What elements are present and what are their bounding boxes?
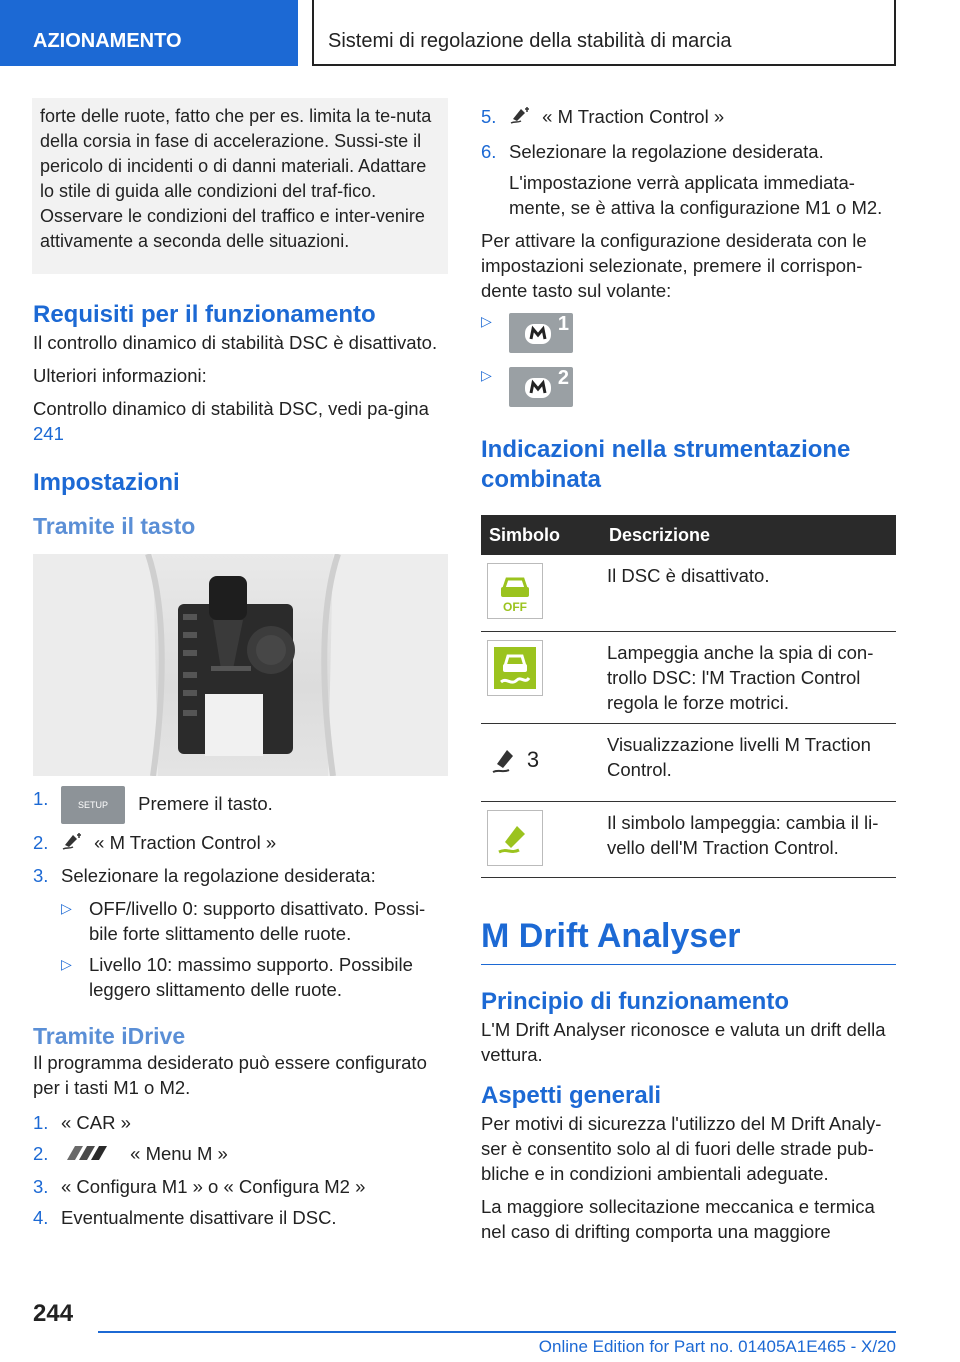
- m1-key-icon: [509, 313, 573, 353]
- m2-key-row: [481, 367, 896, 407]
- row-description: Il simbolo lampeggia: cambia il li-vello dell'M Traction Control.: [601, 801, 896, 877]
- traction-control-icon: [61, 831, 83, 857]
- triangle-bullet-icon: ▷: [61, 900, 72, 917]
- traction-level-icon: [487, 732, 543, 788]
- traction-blink-icon: [487, 810, 543, 866]
- traction-control-icon: [509, 105, 531, 131]
- general-heading: Aspetti generali: [481, 1081, 662, 1109]
- principle-text: L'M Drift Analyser riconosce e valuta un drift della vettura.: [481, 1018, 886, 1065]
- left-column: [33, 98, 448, 1230]
- step-number: 5.: [481, 106, 497, 127]
- sub-option: [33, 896, 448, 946]
- list-item: [481, 104, 896, 131]
- row-description: Il DSC è disattivato.: [601, 555, 896, 631]
- list-item: [33, 1141, 448, 1168]
- sub-option-text: Livello 10: massimo supporto. Possibile leggero slittamento delle ruote.: [89, 954, 413, 1001]
- step-number: 1.: [33, 1112, 49, 1134]
- svg-text:OFF: OFF: [503, 600, 527, 615]
- m-key-number: 2: [557, 367, 569, 390]
- dsc-reference: [33, 396, 448, 446]
- step-text: Selezionare la regolazione desiderata:: [61, 865, 376, 887]
- console-photo: [33, 554, 448, 776]
- right-column: [481, 104, 896, 1244]
- list-item: [33, 786, 448, 824]
- dsc-icon: [487, 640, 543, 696]
- m1-key-row: [481, 313, 896, 353]
- principle-heading: Principio di funzionamento: [481, 987, 789, 1015]
- step-number: 2.: [33, 1143, 49, 1165]
- m-key-number: 1: [557, 313, 569, 336]
- step-number: 3.: [33, 1175, 49, 1197]
- more-info-label: Ulteriori informazioni:: [33, 365, 207, 386]
- via-idrive-heading: Tramite iDrive: [33, 1023, 186, 1050]
- col-symbol-header: Simbolo: [481, 515, 601, 555]
- table-row: [481, 801, 896, 877]
- page-title: Sistemi di regolazione della stabilità di marcia: [312, 0, 896, 66]
- list-item: [33, 1205, 448, 1230]
- step-number: 3.: [33, 865, 49, 887]
- list-item: [33, 1110, 448, 1135]
- step-text: Eventualmente disattivare il DSC.: [61, 1206, 337, 1228]
- row-description: Visualizzazione livelli M Traction Control.: [601, 723, 896, 801]
- dsc-off-icon: [487, 563, 543, 619]
- step-text: « M Traction Control »: [542, 106, 725, 127]
- setup-key-icon: SETUP: [61, 786, 125, 824]
- step-text: « M Traction Control »: [94, 832, 277, 853]
- list-item: [33, 1174, 448, 1199]
- symbol-table: [481, 515, 896, 878]
- level-number: 3: [526, 747, 540, 773]
- row-description: Lampeggia anche la spia di con-trollo DSC: l'M Traction Control regola le forze motrici.: [601, 631, 896, 723]
- step-number: 1.: [33, 788, 49, 809]
- edition-text: Online Edition for Part no. 01405A1E465 - X/20: [538, 1337, 896, 1356]
- list-item: [33, 830, 448, 857]
- triangle-bullet-icon: ▷: [481, 313, 492, 330]
- step-text: Selezionare la regolazione desiderata.: [509, 141, 824, 163]
- sub-option: [33, 952, 448, 1002]
- general-text-1: Per motivi di sicurezza l'utilizzo del M Drift Analy-ser è consentito solo al di fuori delle strade pub-bliche e in condizioni ambientali adeguate.: [481, 1112, 882, 1184]
- step-text: « Configura M1 » o « Configura M2 »: [61, 1175, 366, 1197]
- activate-text: Per attivare la configurazione desiderata con le impostazioni selezionate, premere il corrispon-dente tasto sul volante:: [481, 230, 867, 302]
- general-text-2: La maggiore sollecitazione meccanica e termica nel caso di drifting comporta una maggiore: [481, 1195, 875, 1242]
- step-number: 6.: [481, 141, 497, 163]
- list-item: [481, 139, 896, 164]
- triangle-bullet-icon: ▷: [61, 956, 72, 973]
- table-row: [481, 555, 896, 631]
- requirements-text: Il controllo dinamico di stabilità DSC è disattivato.: [33, 332, 438, 353]
- console-illustration: [33, 554, 448, 776]
- step-text: « CAR »: [61, 1112, 131, 1134]
- requirements-heading: Requisiti per il funzionamento: [33, 301, 376, 328]
- step-text: Premere il tasto.: [138, 792, 273, 814]
- dsc-reference-text: Controllo dinamico di stabilità DSC, vedi pa-gina: [33, 398, 429, 419]
- via-button-heading: Tramite il tasto: [33, 513, 196, 539]
- settings-heading: Impostazioni: [33, 469, 180, 496]
- sub-option-text: OFF/livello 0: supporto disattivato. Possi-bile forte slittamento delle ruote.: [89, 898, 426, 945]
- step-number: 2.: [33, 832, 49, 853]
- m2-key-icon: [509, 367, 573, 407]
- list-item: [33, 863, 448, 888]
- m-stripes-icon: [61, 1143, 117, 1168]
- table-row: [481, 723, 896, 801]
- triangle-bullet-icon: ▷: [481, 367, 492, 384]
- warning-note: forte delle ruote, fatto che per es. limita la te-nuta della corsia in fase di accelerazione. Sussi-ste il pericolo di incidenti o di danni materiali. Adattare lo stile di guida alle condizioni del traf-fico. Osservare le condizioni del traffico e inter-venire attivamente a seconda delle situazioni.: [32, 98, 448, 274]
- step-text: « Menu M »: [130, 1143, 228, 1165]
- idrive-text: Il programma desiderato può essere configurato per i tasti M1 o M2.: [33, 1052, 427, 1099]
- drift-heading: M Drift Analyser: [481, 916, 896, 965]
- display-heading: Indicazioni nella strumentazione combinata: [481, 436, 851, 494]
- section-tab: AZIONAMENTO: [0, 0, 298, 66]
- page-number: 244: [33, 1300, 74, 1327]
- col-desc-header: Descrizione: [601, 515, 896, 555]
- table-row: [481, 631, 896, 723]
- page-link[interactable]: 241: [33, 423, 64, 444]
- footer-divider: [98, 1331, 896, 1333]
- step-number: 4.: [33, 1206, 49, 1228]
- step-note: L'impostazione verrà applicata immediata-mente, se è attiva la configurazione M1 o M2.: [509, 172, 883, 219]
